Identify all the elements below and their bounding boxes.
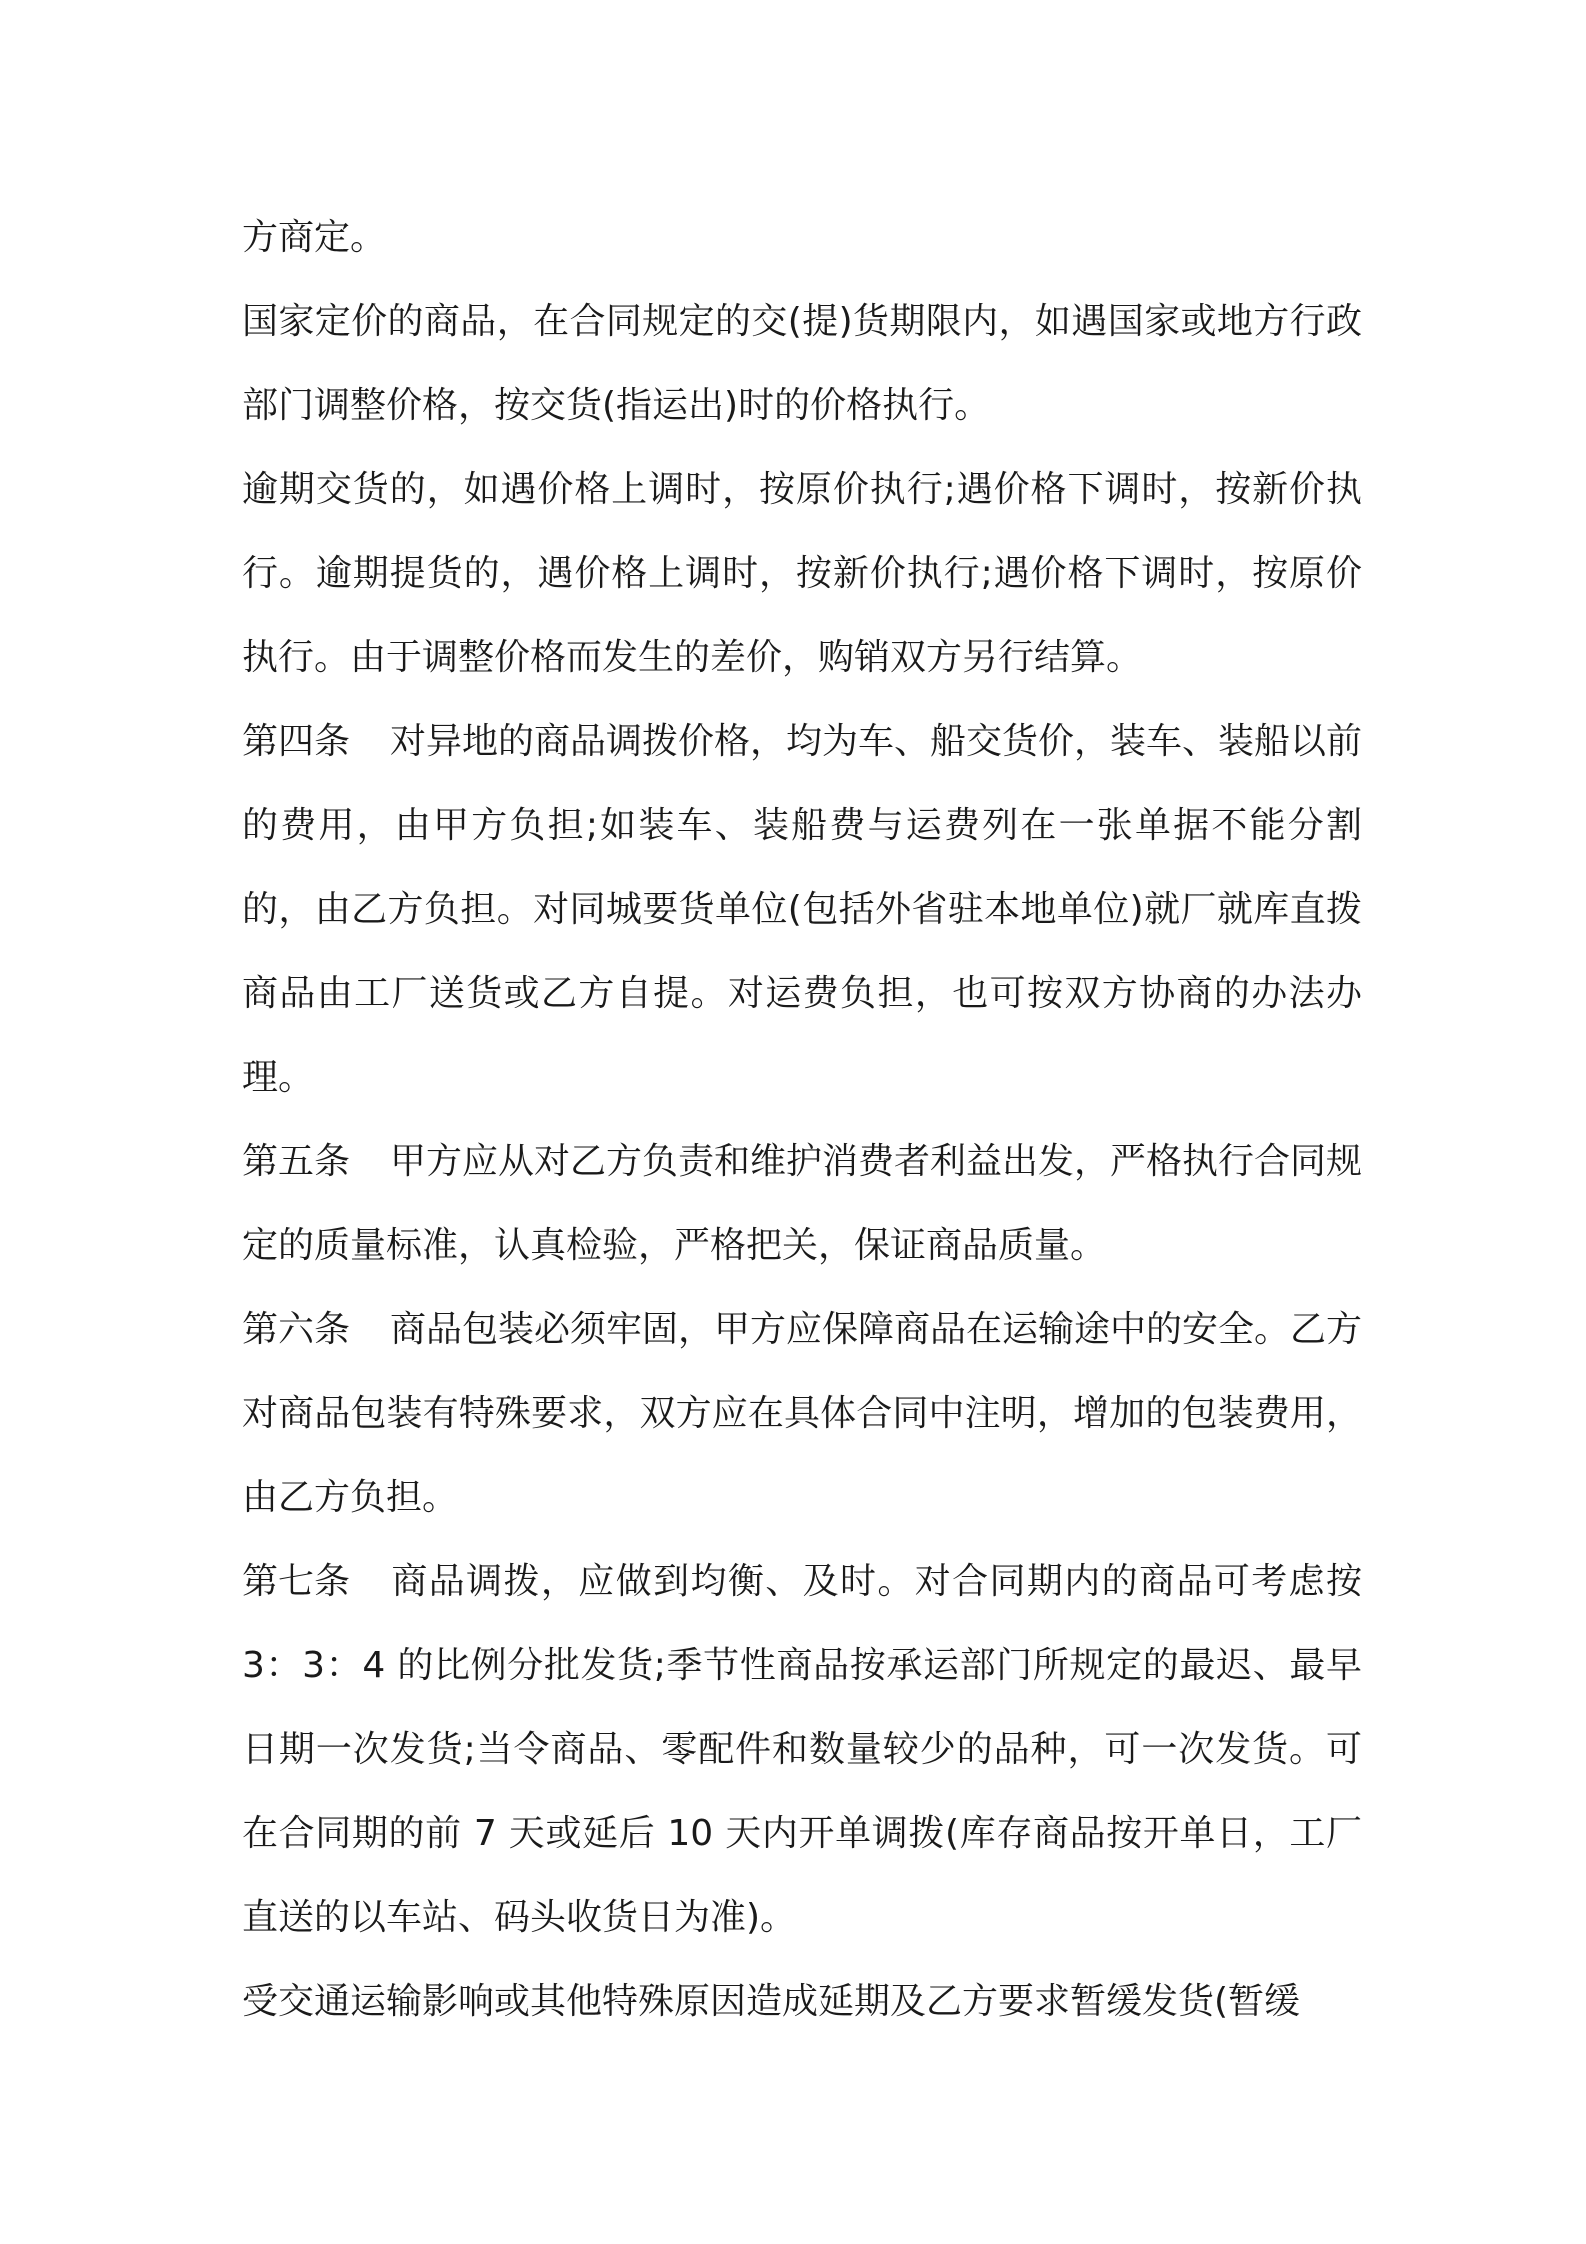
article-4 bbox=[242, 700, 1362, 1120]
article-number: 第六条 bbox=[242, 1309, 351, 1350]
paragraph-text: 方商定。 bbox=[242, 217, 387, 258]
article-number: 第四条 bbox=[242, 721, 351, 762]
article-text: 甲方应从对乙方负责和维护消费者利益出发，严格执行合同规定的质量标准，认真检验，严格把关，保证商品质量。 bbox=[242, 1141, 1363, 1266]
article-number: 第七条 bbox=[242, 1561, 351, 1602]
article-text: 商品调拨，应做到均衡、及时。对合同期内的商品可考虑按 3：3：4 的比例分批发货;季节性商品按承运部门所规定的最迟、最早日期一次发货;当令商品、零配件和数量较少的品种，可一次发货。可在合同期的前 7 天或延后 10 天内开单调拨(库存商品按开单日，工厂直送的以车站、码头收货日为准)。 bbox=[242, 1561, 1362, 1938]
article-7 bbox=[242, 1540, 1362, 1960]
article-6 bbox=[242, 1288, 1362, 1540]
paragraph-3 bbox=[242, 448, 1362, 700]
paragraph-8 bbox=[242, 1960, 1362, 2044]
article-number: 第五条 bbox=[242, 1141, 351, 1182]
document-body bbox=[242, 196, 1362, 2044]
article-5 bbox=[242, 1120, 1362, 1288]
paragraph-text: 逾期交货的，如遇价格上调时，按原价执行;遇价格下调时，按新价执行。逾期提货的，遇价格上调时，按新价执行;遇价格下调时，按原价执行。由于调整价格而发生的差价，购销双方另行结算。 bbox=[242, 469, 1362, 678]
paragraph-text: 受交通运输影响或其他特殊原因造成延期及乙方要求暂缓发货(暂缓 bbox=[242, 1981, 1301, 2022]
paragraph-1 bbox=[242, 196, 1362, 280]
article-text: 商品包装必须牢固，甲方应保障商品在运输途中的安全。乙方对商品包装有特殊要求，双方应在具体合同中注明，增加的包装费用，由乙方负担。 bbox=[242, 1309, 1363, 1518]
paragraph-2 bbox=[242, 280, 1362, 448]
article-text: 对异地的商品调拨价格，均为车、船交货价，装车、装船以前的费用，由甲方负担;如装车、装船费与运费列在一张单据不能分割的，由乙方负担。对同城要货单位(包括外省驻本地单位)就厂就库直拨商品由工厂送货或乙方自提。对运费负担，也可按双方协商的办法办理。 bbox=[242, 721, 1363, 1098]
paragraph-text: 国家定价的商品，在合同规定的交(提)货期限内，如遇国家或地方行政部门调整价格，按交货(指运出)时的价格执行。 bbox=[242, 301, 1362, 426]
